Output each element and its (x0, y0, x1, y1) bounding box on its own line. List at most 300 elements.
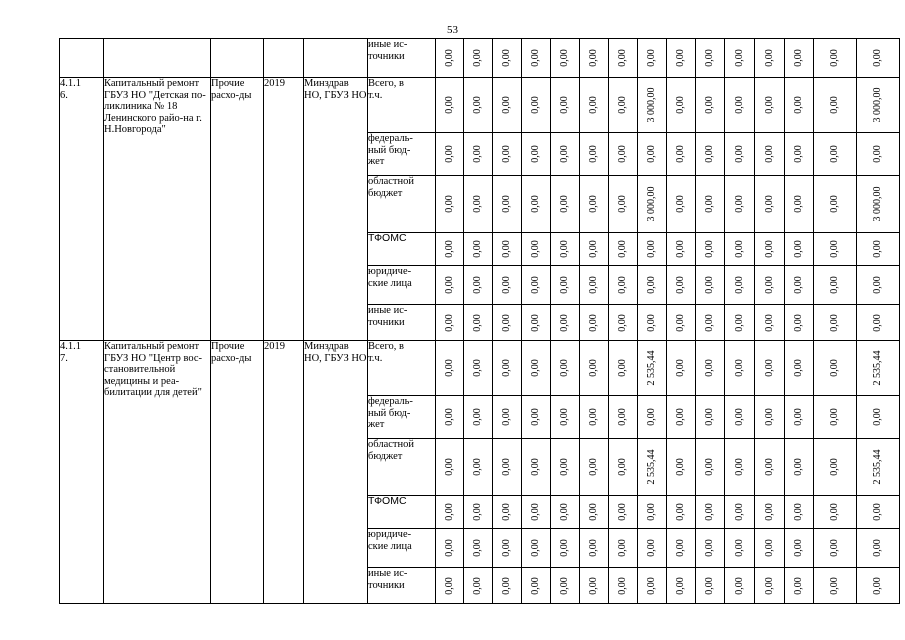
amount-value: 0,00 (829, 359, 840, 377)
amount-value: 0,00 (704, 313, 715, 332)
amount-value: 0,00 (733, 539, 745, 557)
amount-cell (755, 529, 785, 568)
amount-value: 3 000,00 (646, 87, 657, 123)
amount-value: 0,00 (443, 145, 455, 163)
amount-cell (551, 78, 580, 133)
amount-cell (493, 496, 522, 529)
amount-cell (857, 176, 900, 233)
amount-cell (580, 233, 609, 266)
amount-value: 0,00 (733, 276, 745, 294)
expense-type: Прочие расхо-ды (211, 78, 264, 341)
amount-cell (609, 233, 638, 266)
item-title: Капитальный ремонт ГБУЗ НО "Центр вос-становительной медицины и реа-билитации для детей" (104, 341, 211, 604)
amount-value: 0,00 (559, 503, 570, 521)
amount-cell (551, 305, 580, 341)
amount-cell (638, 133, 667, 176)
amount-value: 0,00 (617, 240, 628, 258)
amount-cell (522, 305, 551, 341)
amount-value: 0,00 (733, 458, 745, 476)
amount-cell (696, 496, 725, 529)
amount-cell (609, 78, 638, 133)
funding-source: областной бюджет (368, 439, 436, 496)
amount-value: 0,00 (530, 458, 541, 476)
amount-cell (755, 233, 785, 266)
amount-cell (725, 133, 755, 176)
amount-cell (436, 39, 464, 78)
item-code: 4.1.1 6. (60, 78, 104, 341)
amount-cell (464, 341, 493, 396)
amount-value: 0,00 (559, 576, 570, 595)
amount-cell (725, 233, 755, 266)
amount-value: 0,00 (872, 49, 883, 67)
amount-value: 2 535,44 (872, 449, 883, 485)
amount-value: 0,00 (704, 539, 715, 557)
amount-cell (696, 233, 725, 266)
amount-value: 0,00 (588, 408, 599, 426)
amount-value: 0,00 (443, 240, 455, 258)
amount-cell (609, 529, 638, 568)
amount-cell (551, 233, 580, 266)
amount-cell (696, 39, 725, 78)
amount-cell (580, 39, 609, 78)
amount-value: 0,00 (793, 458, 804, 476)
funding-source: федераль- ный бюд- жет (368, 133, 436, 176)
amount-value: 0,00 (763, 313, 775, 332)
amount-cell (857, 39, 900, 78)
amount-cell (464, 439, 493, 496)
empty-cell (304, 39, 368, 78)
amount-cell (857, 529, 900, 568)
amount-value: 2 535,44 (646, 449, 657, 485)
amount-cell (785, 396, 814, 439)
amount-cell (785, 39, 814, 78)
amount-value: 0,00 (530, 313, 541, 332)
amount-cell (551, 341, 580, 396)
funding-source: иные ис- точники (368, 305, 436, 341)
amount-value: 0,00 (763, 195, 775, 213)
amount-cell (464, 176, 493, 233)
amount-cell (638, 266, 667, 305)
amount-value: 0,00 (588, 240, 599, 258)
amount-value: 0,00 (646, 539, 657, 557)
amount-value: 0,00 (559, 240, 570, 258)
amount-cell (436, 341, 464, 396)
amount-cell (493, 341, 522, 396)
funding-source: юридиче- ские лица (368, 529, 436, 568)
amount-value: 0,00 (733, 145, 745, 163)
amount-cell (464, 78, 493, 133)
amount-value: 0,00 (559, 359, 570, 377)
amount-cell (814, 396, 857, 439)
amount-cell (464, 39, 493, 78)
amount-value: 0,00 (530, 539, 541, 557)
amount-cell (436, 439, 464, 496)
amount-cell (464, 568, 493, 604)
amount-cell (464, 496, 493, 529)
amount-value: 0,00 (872, 408, 883, 426)
amount-value: 0,00 (872, 276, 883, 294)
funding-source: иные ис- точники (368, 568, 436, 604)
funding-source: Всего, в т.ч. (368, 341, 436, 396)
amount-value: 0,00 (472, 276, 483, 294)
amount-cell (609, 396, 638, 439)
amount-cell (436, 266, 464, 305)
amount-value: 0,00 (443, 195, 455, 213)
amount-value: 0,00 (646, 145, 657, 163)
amount-value: 0,00 (675, 49, 686, 67)
amount-value: 0,00 (501, 49, 512, 67)
amount-value: 0,00 (472, 503, 483, 521)
amount-cell (814, 133, 857, 176)
amount-value: 0,00 (829, 145, 840, 163)
amount-value: 0,00 (501, 313, 512, 332)
amount-cell (857, 133, 900, 176)
amount-value: 0,00 (675, 503, 686, 521)
amount-value: 0,00 (588, 96, 599, 114)
empty-cell (211, 39, 264, 78)
amount-value: 0,00 (588, 359, 599, 377)
amount-value: 0,00 (443, 458, 455, 476)
amount-value: 0,00 (530, 276, 541, 294)
amount-value: 0,00 (829, 240, 840, 258)
amount-value: 0,00 (559, 195, 570, 213)
amount-cell (696, 568, 725, 604)
amount-cell (755, 568, 785, 604)
amount-value: 0,00 (559, 276, 570, 294)
amount-cell (551, 39, 580, 78)
amount-value: 0,00 (763, 96, 775, 114)
table-row (60, 39, 900, 78)
amount-cell (696, 529, 725, 568)
amount-cell (725, 529, 755, 568)
amount-value: 0,00 (588, 313, 599, 332)
amount-cell (814, 439, 857, 496)
funding-source: областной бюджет (368, 176, 436, 233)
amount-cell (580, 266, 609, 305)
amount-cell (580, 568, 609, 604)
amount-value: 0,00 (829, 503, 840, 521)
amount-value: 0,00 (733, 313, 745, 332)
amount-value: 0,00 (530, 49, 541, 67)
amount-value: 0,00 (733, 503, 745, 521)
amount-value: 0,00 (763, 359, 775, 377)
amount-value: 0,00 (829, 313, 840, 332)
amount-value: 0,00 (443, 96, 455, 114)
amount-cell (522, 39, 551, 78)
amount-value: 0,00 (829, 458, 840, 476)
amount-value: 0,00 (829, 408, 840, 426)
amount-value: 0,00 (763, 145, 775, 163)
amount-value: 3 000,00 (646, 186, 657, 222)
amount-value: 0,00 (559, 539, 570, 557)
amount-value: 0,00 (472, 539, 483, 557)
amount-value: 0,00 (793, 96, 804, 114)
amount-cell (638, 176, 667, 233)
amount-cell (667, 78, 696, 133)
amount-value: 0,00 (675, 359, 686, 377)
amount-cell (436, 233, 464, 266)
amount-value: 0,00 (675, 408, 686, 426)
amount-cell (493, 78, 522, 133)
amount-value: 0,00 (704, 458, 715, 476)
amount-cell (785, 176, 814, 233)
amount-value: 0,00 (733, 240, 745, 258)
amount-cell (522, 496, 551, 529)
amount-cell (814, 266, 857, 305)
amount-cell (857, 496, 900, 529)
amount-value: 0,00 (646, 276, 657, 294)
funding-source: Всего, в т.ч. (368, 78, 436, 133)
amount-value: 0,00 (763, 576, 775, 595)
amount-cell (638, 78, 667, 133)
amount-value: 0,00 (530, 240, 541, 258)
amount-value: 0,00 (501, 576, 512, 595)
amount-cell (696, 176, 725, 233)
amount-value: 0,00 (443, 49, 455, 67)
amount-value: 0,00 (559, 96, 570, 114)
amount-value: 0,00 (443, 408, 455, 426)
amount-cell (638, 341, 667, 396)
amount-cell (551, 496, 580, 529)
funding-source: ТФОМС (368, 496, 436, 529)
amount-cell (755, 305, 785, 341)
amount-value: 0,00 (617, 145, 628, 163)
amount-cell (814, 78, 857, 133)
amount-cell (522, 266, 551, 305)
amount-value: 0,00 (443, 313, 455, 332)
amount-cell (580, 529, 609, 568)
amount-cell (725, 396, 755, 439)
amount-value: 0,00 (763, 49, 775, 67)
amount-cell (667, 496, 696, 529)
amount-cell (814, 341, 857, 396)
amount-cell (436, 305, 464, 341)
amount-cell (464, 529, 493, 568)
amount-cell (696, 341, 725, 396)
amount-value: 0,00 (530, 145, 541, 163)
amount-value: 0,00 (559, 458, 570, 476)
amount-value: 0,00 (763, 240, 775, 258)
amount-value: 0,00 (675, 96, 686, 114)
amount-value: 0,00 (530, 576, 541, 595)
amount-value: 0,00 (617, 458, 628, 476)
amount-cell (580, 496, 609, 529)
amount-value: 0,00 (872, 240, 883, 258)
amount-cell (493, 568, 522, 604)
amount-cell (814, 568, 857, 604)
amount-value: 0,00 (530, 195, 541, 213)
amount-value: 0,00 (763, 503, 775, 521)
amount-value: 0,00 (675, 145, 686, 163)
amount-value: 0,00 (872, 145, 883, 163)
amount-cell (857, 266, 900, 305)
amount-value: 0,00 (763, 276, 775, 294)
amount-value: 0,00 (472, 408, 483, 426)
amount-value: 0,00 (704, 576, 715, 595)
amount-value: 0,00 (646, 240, 657, 258)
amount-cell (638, 529, 667, 568)
amount-value: 0,00 (501, 195, 512, 213)
amount-cell (696, 439, 725, 496)
amount-cell (551, 439, 580, 496)
amount-value: 0,00 (617, 96, 628, 114)
amount-value: 3 000,00 (872, 87, 883, 123)
amount-cell (522, 176, 551, 233)
amount-cell (857, 439, 900, 496)
item-year: 2019 (264, 341, 304, 604)
amount-value: 0,00 (704, 96, 715, 114)
amount-cell (667, 439, 696, 496)
amount-cell (464, 396, 493, 439)
amount-value: 0,00 (646, 408, 657, 426)
amount-cell (857, 341, 900, 396)
amount-cell (551, 266, 580, 305)
amount-value: 0,00 (472, 96, 483, 114)
amount-value: 0,00 (704, 240, 715, 258)
amount-cell (667, 233, 696, 266)
amount-cell (580, 439, 609, 496)
amount-value: 0,00 (443, 503, 455, 521)
amount-value: 0,00 (829, 195, 840, 213)
amount-value: 0,00 (793, 276, 804, 294)
amount-cell (696, 133, 725, 176)
funding-source: ТФОМС (368, 233, 436, 266)
amount-value: 0,00 (829, 96, 840, 114)
amount-cell (725, 496, 755, 529)
amount-cell (725, 266, 755, 305)
page-number: 53 (447, 24, 458, 36)
amount-value: 0,00 (443, 539, 455, 557)
amount-value: 0,00 (793, 503, 804, 521)
amount-value: 0,00 (793, 359, 804, 377)
amount-value: 0,00 (829, 576, 840, 595)
amount-cell (609, 496, 638, 529)
amount-value: 0,00 (472, 576, 483, 595)
amount-cell (785, 568, 814, 604)
amount-cell (814, 233, 857, 266)
amount-cell (436, 496, 464, 529)
amount-value: 0,00 (763, 458, 775, 476)
amount-cell (857, 396, 900, 439)
amount-value: 0,00 (733, 96, 745, 114)
amount-value: 0,00 (763, 539, 775, 557)
amount-value: 0,00 (501, 539, 512, 557)
amount-value: 0,00 (704, 408, 715, 426)
amount-cell (493, 396, 522, 439)
amount-value: 0,00 (733, 359, 745, 377)
amount-value: 0,00 (675, 195, 686, 213)
item-executor: Минздрав НО, ГБУЗ НО (304, 341, 368, 604)
amount-cell (522, 133, 551, 176)
amount-cell (522, 341, 551, 396)
budget-table (59, 38, 900, 604)
amount-value: 0,00 (617, 276, 628, 294)
amount-cell (755, 341, 785, 396)
amount-cell (436, 529, 464, 568)
amount-value: 0,00 (588, 145, 599, 163)
amount-value: 0,00 (588, 503, 599, 521)
amount-value: 0,00 (472, 313, 483, 332)
amount-cell (436, 133, 464, 176)
amount-cell (667, 341, 696, 396)
amount-value: 0,00 (559, 313, 570, 332)
table-row (60, 341, 900, 396)
amount-cell (755, 396, 785, 439)
amount-cell (493, 529, 522, 568)
amount-cell (785, 233, 814, 266)
amount-cell (814, 176, 857, 233)
amount-value: 0,00 (646, 503, 657, 521)
amount-value: 0,00 (704, 145, 715, 163)
amount-cell (493, 266, 522, 305)
amount-cell (667, 305, 696, 341)
item-year: 2019 (264, 78, 304, 341)
amount-cell (522, 233, 551, 266)
amount-value: 0,00 (617, 539, 628, 557)
amount-cell (638, 233, 667, 266)
amount-cell (667, 133, 696, 176)
amount-value: 0,00 (501, 503, 512, 521)
amount-cell (551, 529, 580, 568)
amount-value: 0,00 (617, 49, 628, 67)
amount-value: 0,00 (704, 276, 715, 294)
amount-value: 0,00 (559, 408, 570, 426)
amount-cell (609, 568, 638, 604)
amount-cell (755, 496, 785, 529)
amount-value: 0,00 (675, 458, 686, 476)
amount-cell (522, 529, 551, 568)
amount-cell (725, 39, 755, 78)
amount-cell (522, 439, 551, 496)
amount-cell (725, 78, 755, 133)
amount-value: 0,00 (617, 503, 628, 521)
amount-value: 0,00 (793, 408, 804, 426)
amount-cell (814, 529, 857, 568)
empty-cell (264, 39, 304, 78)
amount-value: 0,00 (872, 313, 883, 332)
amount-cell (609, 266, 638, 305)
amount-value: 0,00 (793, 576, 804, 595)
table-row (60, 78, 900, 133)
amount-value: 0,00 (443, 276, 455, 294)
amount-value: 0,00 (829, 276, 840, 294)
amount-cell (785, 305, 814, 341)
amount-cell (725, 439, 755, 496)
amount-cell (725, 305, 755, 341)
amount-value: 0,00 (472, 359, 483, 377)
amount-cell (785, 78, 814, 133)
amount-cell (609, 39, 638, 78)
amount-value: 0,00 (872, 539, 883, 557)
amount-value: 0,00 (617, 313, 628, 332)
amount-cell (857, 568, 900, 604)
amount-cell (667, 39, 696, 78)
amount-value: 0,00 (501, 96, 512, 114)
amount-value: 0,00 (588, 195, 599, 213)
amount-cell (667, 176, 696, 233)
amount-value: 0,00 (588, 49, 599, 67)
amount-value: 0,00 (472, 458, 483, 476)
amount-value: 0,00 (530, 359, 541, 377)
amount-value: 0,00 (675, 313, 686, 332)
amount-value: 0,00 (872, 576, 883, 595)
amount-cell (436, 396, 464, 439)
amount-value: 0,00 (501, 458, 512, 476)
funding-source: юридиче- ские лица (368, 266, 436, 305)
amount-cell (464, 266, 493, 305)
item-code: 4.1.1 7. (60, 341, 104, 604)
amount-cell (436, 176, 464, 233)
